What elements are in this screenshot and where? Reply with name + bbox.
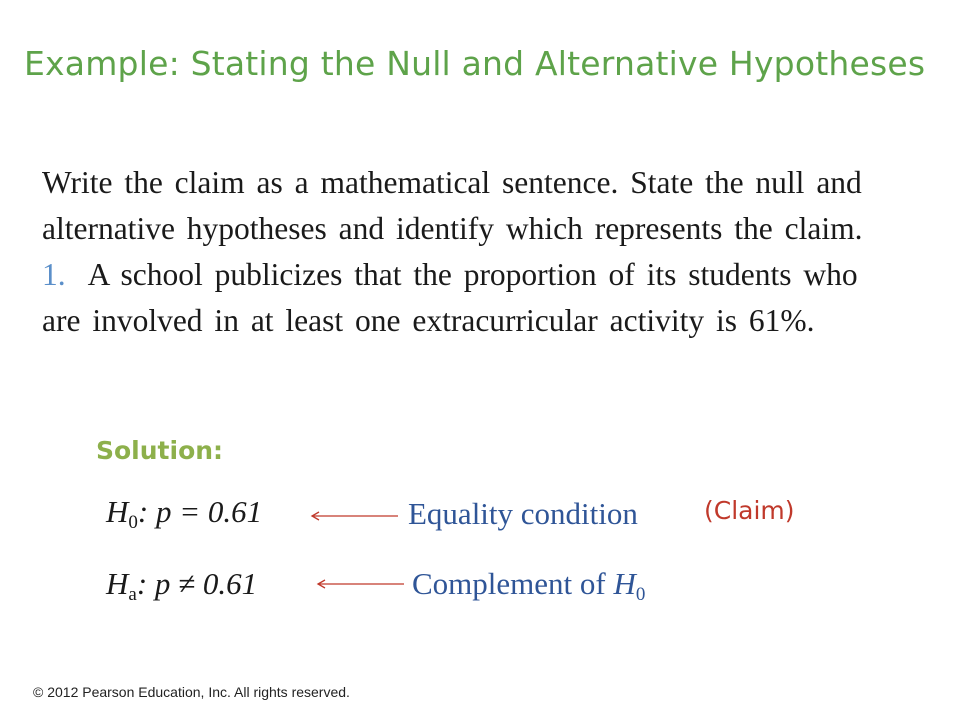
alternative-hypothesis — [106, 566, 257, 606]
ha-symbol: H — [106, 566, 129, 601]
problem — [42, 252, 902, 344]
ha-note-subscript: 0 — [635, 584, 646, 605]
h0-symbol: H — [106, 494, 129, 529]
ha-statement: : p ≠ 0.61 — [136, 566, 258, 601]
h0-note: Equality condition — [408, 496, 638, 531]
h0-subscript: 0 — [128, 512, 138, 533]
ha-note-prefix: Complement of — [412, 566, 606, 601]
h0-statement: : p = 0.61 — [137, 494, 263, 529]
ha-subscript: a — [128, 584, 137, 605]
solution-label: Solution: — [96, 436, 224, 465]
problem-text: A school publicizes that the proportion of its students who are involved in at least one extracurricular activity is 61%. — [42, 257, 858, 338]
claim-tag: (Claim) — [704, 496, 795, 525]
instructions: Write the claim as a mathematical sentence. State the null and alternative hypotheses and identify which represents the claim. — [42, 165, 863, 246]
slide-title: Example: Stating the Null and Alternative Hypotheses — [24, 44, 926, 83]
copyright-footer: © 2012 Pearson Education, Inc. All rights reserved. — [33, 684, 350, 700]
ha-note — [412, 566, 645, 606]
h0-arrow-icon — [308, 504, 400, 524]
null-hypothesis — [106, 494, 262, 534]
ha-note-symbol: H — [613, 566, 636, 601]
slide-body — [42, 160, 902, 344]
problem-number: 1. — [42, 257, 66, 292]
ha-arrow-icon — [314, 572, 406, 592]
